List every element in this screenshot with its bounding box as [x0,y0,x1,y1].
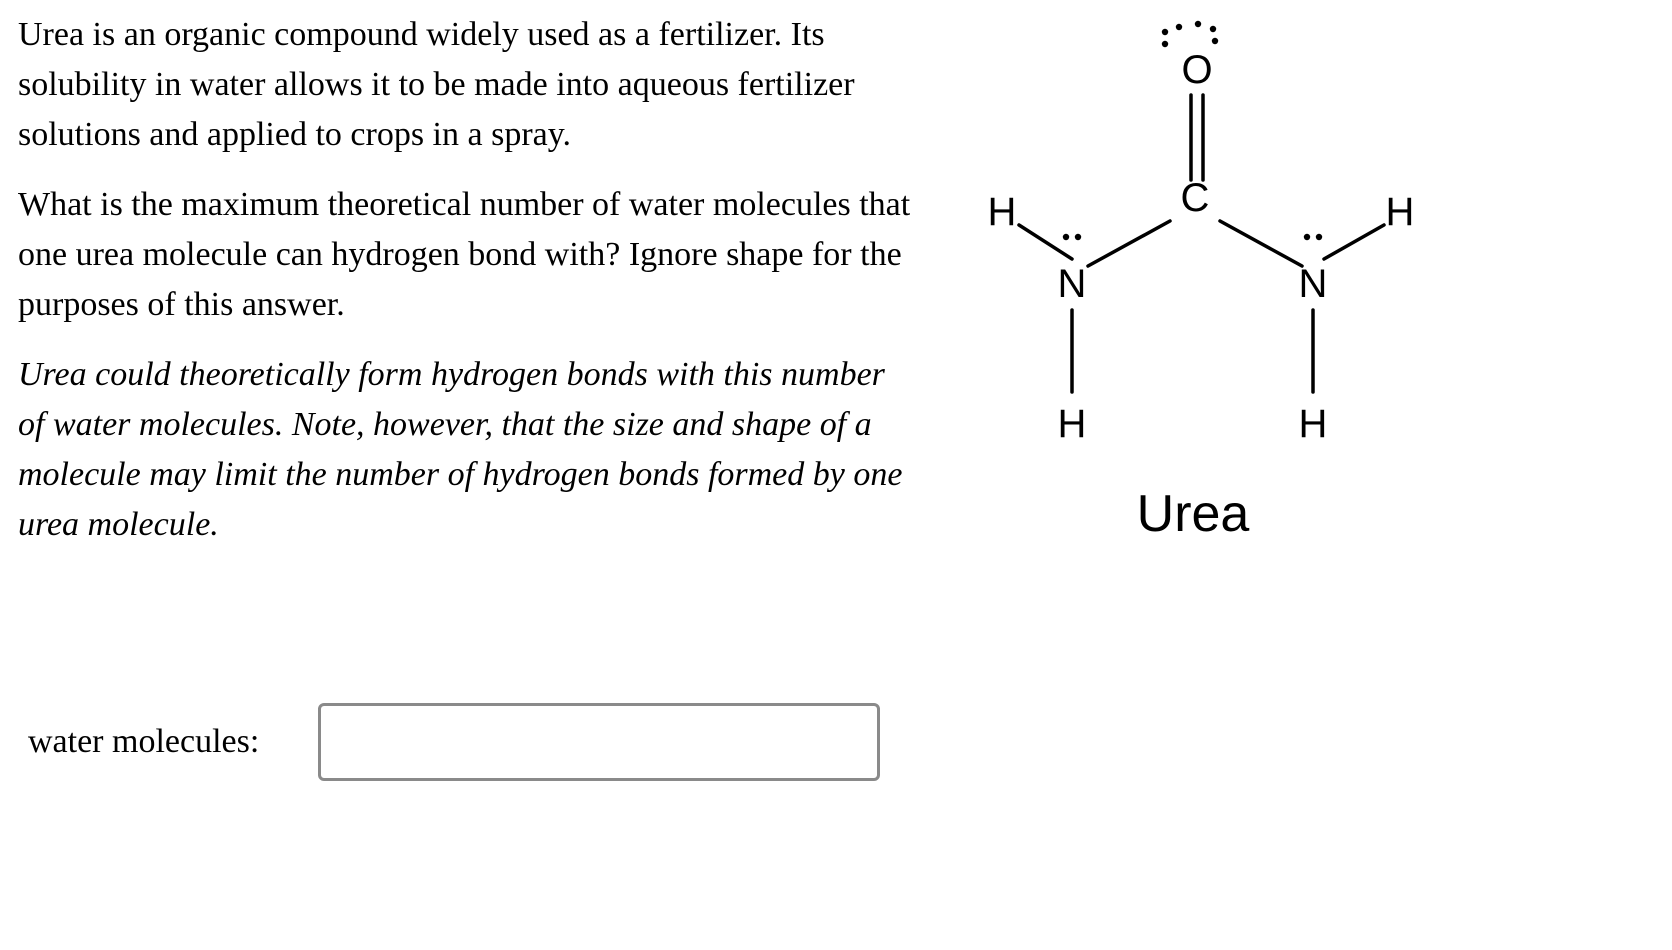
oxygen-lone-pair-dot [1210,26,1216,32]
atom-nitrogen-left: N [1057,262,1087,306]
oxygen-lone-pair-dot [1162,41,1168,47]
question-intro: Urea is an organic compound widely used as a fertilizer. Its solubility in water allows it to be made into aqueous fertilizer solutions and applied to crops in a spray. [18,16,855,153]
molecule-bonds [1019,95,1384,392]
question-prompt: What is the maximum theoretical number of water molecules that one urea molecule can hydrogen bond with? Ignore shape for the purposes of this answer. [18,186,911,323]
molecule-name: Urea [1136,485,1250,543]
bond-h-n-right [1324,225,1384,259]
answer-input[interactable] [318,703,880,781]
bond-h-n-left [1019,225,1072,259]
atom-hydrogen-left: H [987,190,1017,234]
oxygen-lone-pair-dot [1176,24,1182,30]
urea-structure-diagram [960,0,1580,560]
nitrogen-left-lone-pair-dot [1075,234,1081,240]
answer-label: water molecules: [28,723,260,760]
atom-carbon: C [1180,176,1210,220]
oxygen-lone-pair-dot [1195,21,1201,27]
bond-c-n-left [1088,221,1170,266]
nitrogen-right-lone-pair-dot [1304,234,1310,240]
nitrogen-right-lone-pair-dot [1316,234,1322,240]
atom-oxygen: O [1181,48,1213,92]
nitrogen-left-lone-pair-dot [1063,234,1069,240]
oxygen-lone-pair-dot [1212,38,1218,44]
question-hint: Urea could theoretically form hydrogen bonds with this number of water molecules. Note, however, that the size and shape of a molecule may limit the number of hydrogen bonds formed by one urea molecule. [18,356,903,543]
atom-hydrogen-bottom-left: H [1057,402,1087,446]
question-text [18,10,918,570]
answer-row [28,703,880,781]
oxygen-lone-pair-dot [1162,29,1168,35]
atom-nitrogen-right: N [1298,262,1328,306]
atom-hydrogen-bottom-right: H [1298,402,1328,446]
bond-c-n-right [1220,221,1302,266]
atom-hydrogen-right: H [1385,190,1415,234]
